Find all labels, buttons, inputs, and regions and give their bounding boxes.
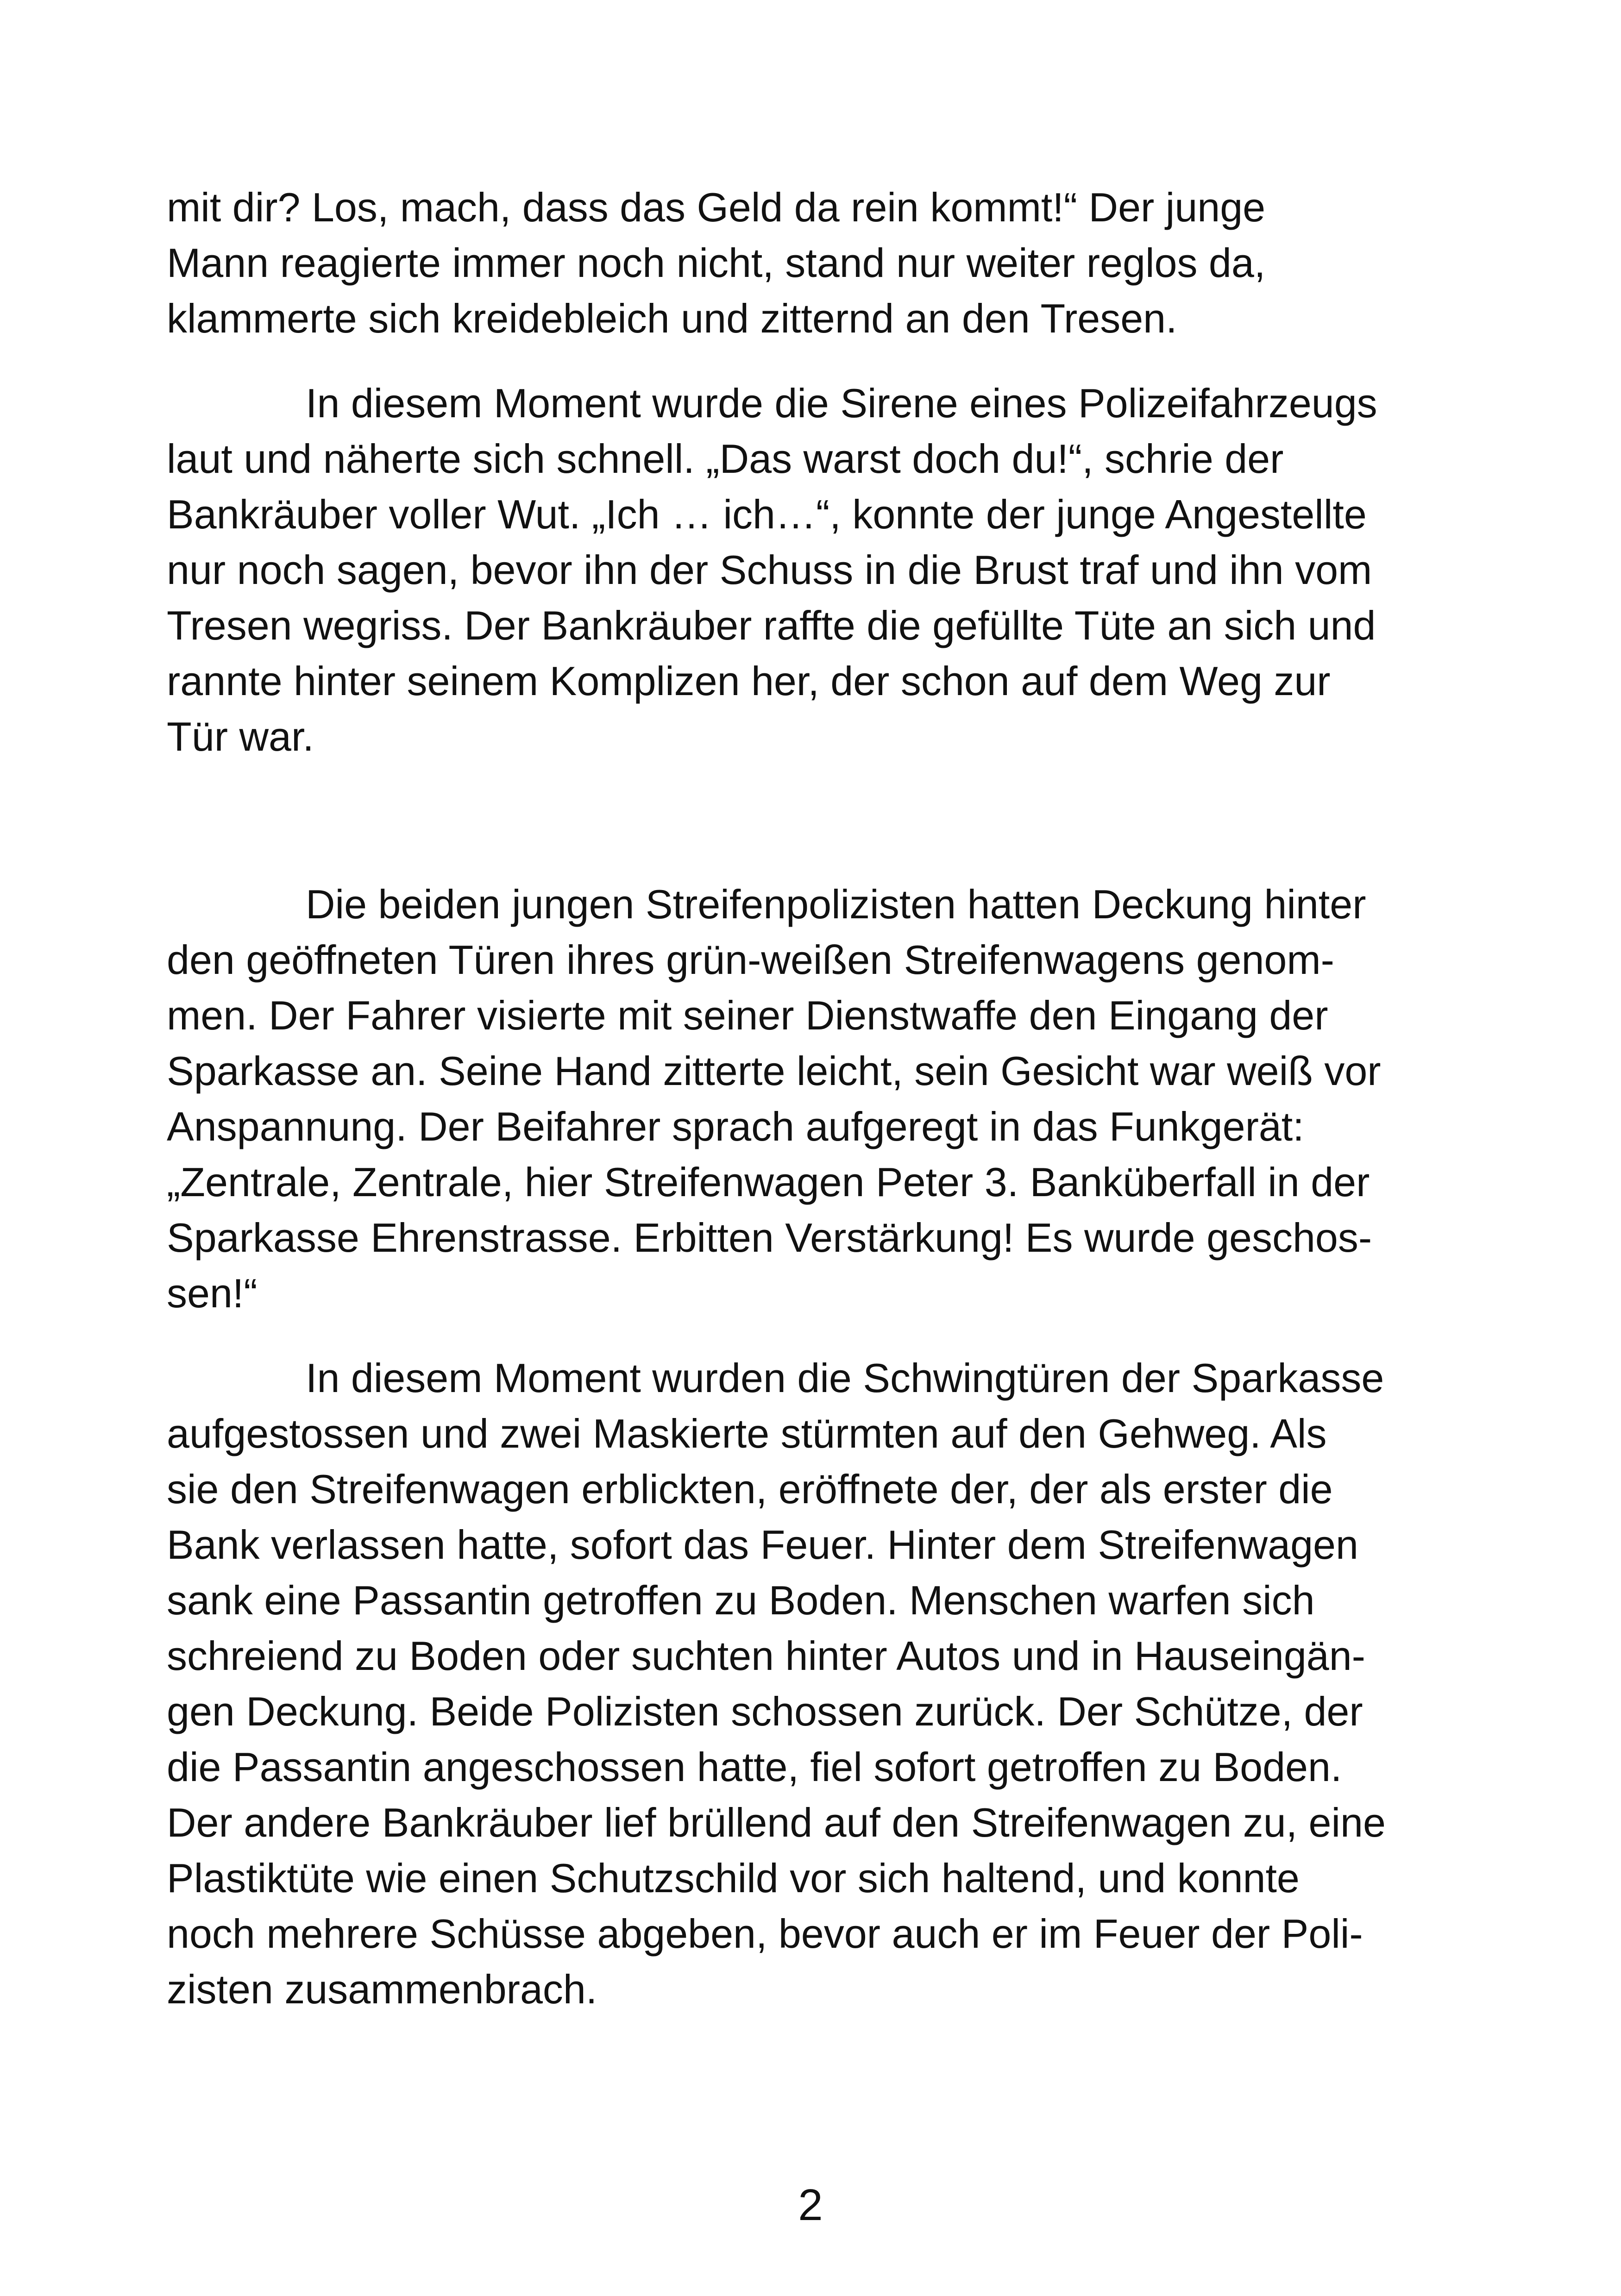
section-break [167, 765, 1459, 877]
text-line: Anspannung. Der Beifahrer sprach aufgeregt in das Funkgerät: [167, 1104, 1304, 1149]
text-line: sie den Streifenwagen erblickten, eröffnete der, der als erster die [167, 1466, 1333, 1512]
text-line: zisten zusammenbrach. [167, 1966, 597, 2012]
text-line: In diesem Moment wurden die Schwingtüren der Sparkasse [306, 1355, 1384, 1401]
paragraph [167, 376, 1459, 765]
text-line: den geöffneten Türen ihres grün-weißen Streifenwagens genom- [167, 937, 1334, 983]
text-line: Sparkasse Ehrenstrasse. Erbitten Verstärkung! Es wurde geschos- [167, 1215, 1372, 1261]
text-line: sen!“ [167, 1270, 258, 1316]
paragraph [167, 1350, 1459, 2017]
text-line: In diesem Moment wurde die Sirene eines Polizeifahrzeugs [306, 380, 1377, 426]
text-line: schreiend zu Boden oder suchten hinter Autos und in Hauseingän- [167, 1633, 1365, 1679]
text-line: „Zentrale, Zentrale, hier Streifenwagen Peter 3. Banküberfall in der [167, 1159, 1370, 1205]
text-line: Bankräuber voller Wut. „Ich … ich…“, konnte der junge Angestellte [167, 491, 1367, 537]
page-number: 2 [798, 2180, 823, 2230]
text-line: Bank verlassen hatte, sofort das Feuer. Hinter dem Streifenwagen [167, 1522, 1358, 1568]
text-line: Der andere Bankräuber lief brüllend auf den Streifenwagen zu, eine [167, 1800, 1386, 1845]
text-line: nur noch sagen, bevor ihn der Schuss in die Brust traf und ihn vom [167, 547, 1372, 593]
text-line: men. Der Fahrer visierte mit seiner Dienstwaffe den Eingang der [167, 992, 1328, 1038]
text-line: mit dir? Los, mach, dass das Geld da rein kommt!“ Der junge [167, 184, 1266, 230]
text-line: Plastiktüte wie einen Schutzschild vor sich haltend, und konnte [167, 1855, 1300, 1901]
paragraph-spacer [167, 346, 1459, 376]
text-line: aufgestossen und zwei Maskierte stürmten auf den Gehweg. Als [167, 1411, 1327, 1456]
body-text [167, 180, 1459, 2017]
text-line: klammerte sich kreidebleich und zitternd an den Tresen. [167, 295, 1177, 341]
text-line: gen Deckung. Beide Polizisten schossen zurück. Der Schütze, der [167, 1688, 1363, 1734]
text-line: Die beiden jungen Streifenpolizisten hatten Deckung hinter [306, 881, 1366, 927]
text-line: Mann reagierte immer noch nicht, stand nur weiter reglos da, [167, 240, 1266, 286]
text-line: laut und näherte sich schnell. „Das warst doch du!“, schrie der [167, 436, 1284, 482]
text-line: sank eine Passantin getroffen zu Boden. Menschen warfen sich [167, 1577, 1315, 1623]
paragraph [167, 877, 1459, 1321]
paragraph [167, 180, 1459, 346]
text-line: Sparkasse an. Seine Hand zitterte leicht, sein Gesicht war weiß vor [167, 1048, 1381, 1094]
text-line: rannte hinter seinem Komplizen her, der schon auf dem Weg zur [167, 658, 1331, 704]
text-line: noch mehrere Schüsse abgeben, bevor auch er im Feuer der Poli- [167, 1911, 1363, 1957]
text-line: Tresen wegriss. Der Bankräuber raffte die gefüllte Tüte an sich und [167, 602, 1376, 648]
text-line: Tür war. [167, 714, 314, 759]
paragraph-spacer [167, 1321, 1459, 1350]
text-line: die Passantin angeschossen hatte, fiel sofort getroffen zu Boden. [167, 1744, 1342, 1790]
